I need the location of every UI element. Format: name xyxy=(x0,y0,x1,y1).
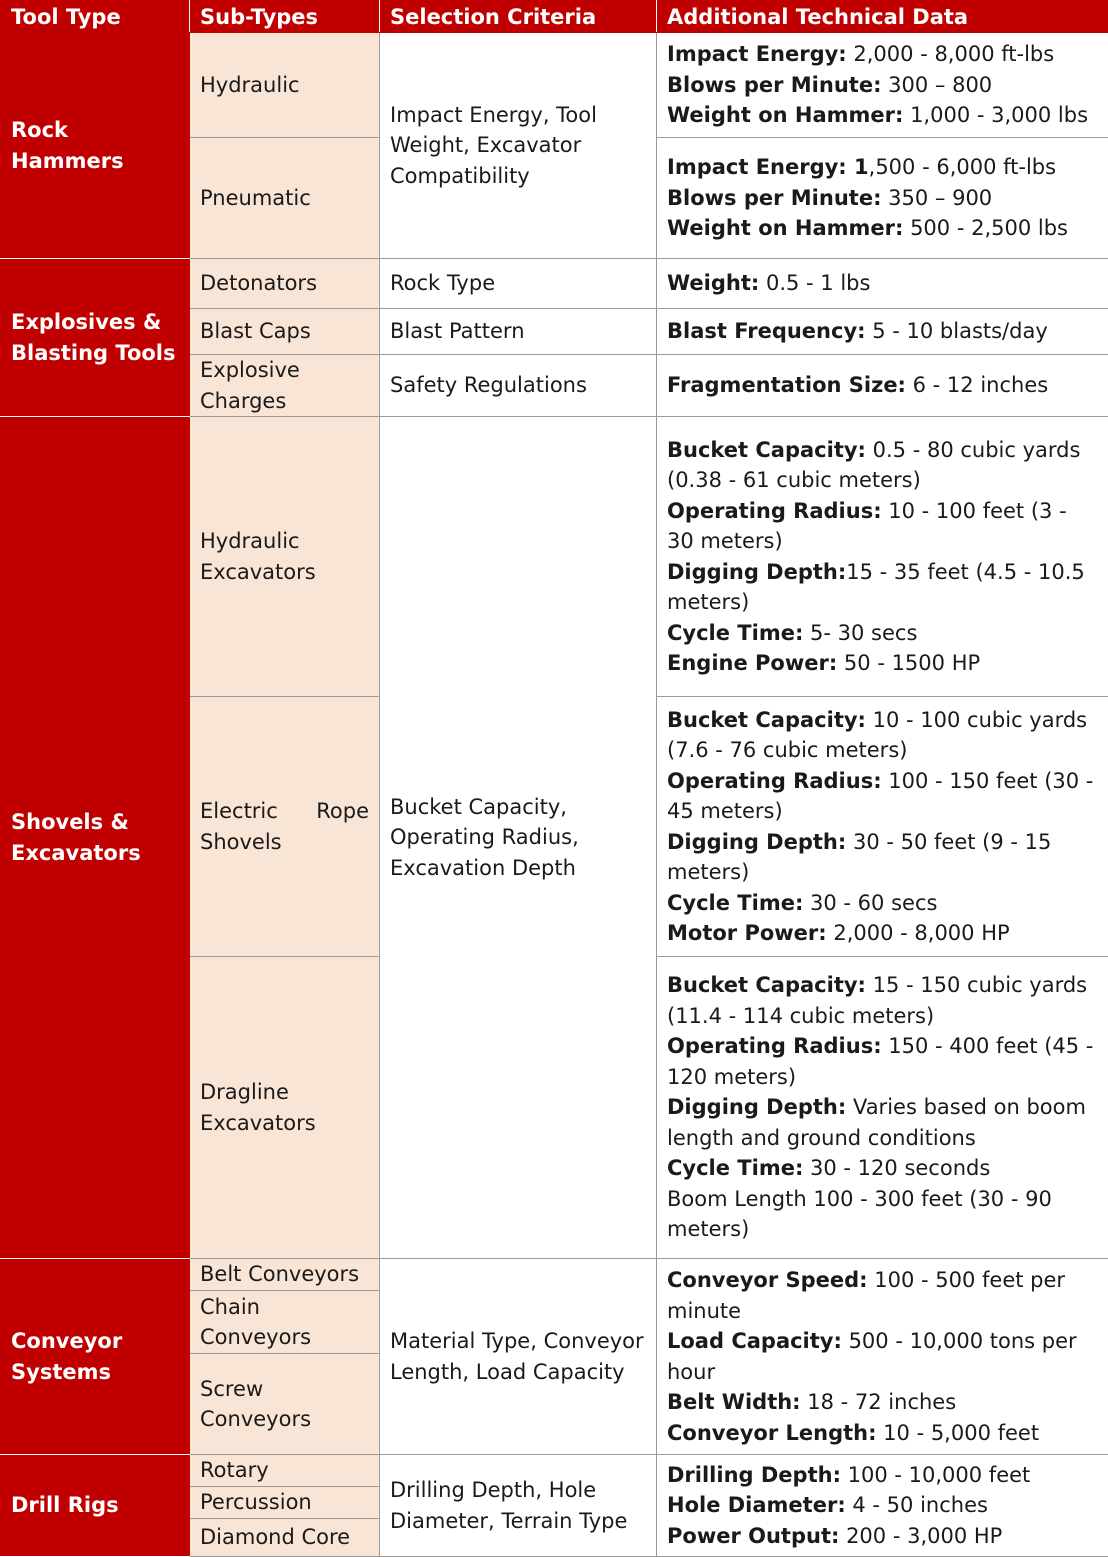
tech-label: Conveyor Length: xyxy=(667,1421,877,1445)
tech-line xyxy=(667,557,1098,618)
tech-value: 0.5 - 80 cubic yards (0.38 - 61 cubic meters) xyxy=(667,438,1080,493)
sub-type-cell: Dragline Excavators xyxy=(190,957,380,1259)
tech-line xyxy=(667,39,1098,70)
tech-line xyxy=(667,1521,1098,1552)
header-technical-data: Additional Technical Data xyxy=(657,1,1108,33)
sub-type-cell: Chain Conveyors xyxy=(190,1291,380,1354)
criteria-cell: Rock Type xyxy=(380,259,657,309)
tech-value: 30 - 120 seconds xyxy=(803,1156,990,1180)
tech-value: 30 - 60 secs xyxy=(803,891,937,915)
tech-line xyxy=(667,1092,1098,1153)
tech-line xyxy=(667,705,1098,766)
tech-label: Digging Depth: xyxy=(667,830,846,854)
tech-value: 30 - 50 feet (9 - 15 meters) xyxy=(667,830,1051,885)
tech-label: Conveyor Speed: xyxy=(667,1268,868,1292)
sub-type-cell: Diamond Core xyxy=(190,1519,380,1557)
tech-data-cell xyxy=(657,1455,1108,1557)
sub-type-cell: Electric Rope Shovels xyxy=(190,697,380,957)
tool-type-cell: Rock Hammers xyxy=(1,33,190,259)
tech-label: Motor Power: xyxy=(667,921,827,945)
tech-value: Boom Length 100 - 300 feet (30 - 90 meters) xyxy=(667,1187,1052,1242)
header-selection-criteria: Selection Criteria xyxy=(380,1,657,33)
tech-line xyxy=(667,1490,1098,1521)
table-row xyxy=(1,33,1108,138)
tech-label: Bucket Capacity: xyxy=(667,438,866,462)
criteria-cell: Drilling Depth, Hole Diameter, Terrain Type xyxy=(380,1455,657,1557)
tech-value: 1,000 - 3,000 lbs xyxy=(903,103,1088,127)
tech-value: 150 - 400 feet (45 - 120 meters) xyxy=(667,1034,1093,1089)
tech-value: 5 - 10 blasts/day xyxy=(866,319,1048,343)
tech-line xyxy=(667,1031,1098,1092)
criteria-cell: Impact Energy, Tool Weight, Excavator Compatibility xyxy=(380,33,657,259)
tech-line xyxy=(667,888,1098,919)
tech-line xyxy=(667,70,1098,101)
tech-label: Blast Frequency: xyxy=(667,319,866,343)
tech-line xyxy=(667,152,1098,183)
tech-label: Bucket Capacity: xyxy=(667,973,866,997)
tech-value: 10 - 5,000 feet xyxy=(877,1421,1040,1445)
tech-label: Cycle Time: xyxy=(667,1156,803,1180)
sub-type-cell: Hydraulic xyxy=(190,33,380,138)
tech-value: 2,000 - 8,000 HP xyxy=(827,921,1010,945)
tech-data-cell xyxy=(657,355,1108,417)
tech-value: 100 - 500 feet per minute xyxy=(667,1268,1065,1323)
sub-type-cell: Blast Caps xyxy=(190,309,380,355)
tech-value: 18 - 72 inches xyxy=(801,1390,957,1414)
tech-data-cell xyxy=(657,1259,1108,1455)
tech-line xyxy=(667,1265,1098,1326)
tech-label: Cycle Time: xyxy=(667,891,803,915)
tech-label: Weight on Hammer: xyxy=(667,103,903,127)
tech-label: Operating Radius: xyxy=(667,1034,882,1058)
tech-line xyxy=(667,766,1098,827)
tool-type-cell: Drill Rigs xyxy=(1,1455,190,1557)
tech-label: Impact Energy: 1 xyxy=(667,155,869,179)
tech-label: Weight on Hammer: xyxy=(667,216,903,240)
tech-label: Cycle Time: xyxy=(667,621,803,645)
table-row xyxy=(1,259,1108,309)
tech-value: 10 - 100 cubic yards (7.6 - 76 cubic meters) xyxy=(667,708,1087,763)
tech-line xyxy=(667,1153,1098,1184)
tech-line xyxy=(667,183,1098,214)
tech-label: Operating Radius: xyxy=(667,499,882,523)
tool-type-cell: Explosives & Blasting Tools xyxy=(1,259,190,417)
tech-line xyxy=(667,1418,1098,1449)
tech-value: 5- 30 secs xyxy=(803,621,917,645)
sub-type-cell: Belt Conveyors xyxy=(190,1259,380,1291)
tech-line xyxy=(667,213,1098,244)
tech-data-cell xyxy=(657,697,1108,957)
tool-type-cell: Shovels & Excavators xyxy=(1,417,190,1259)
tech-line xyxy=(667,918,1098,949)
tech-line xyxy=(667,827,1098,888)
sub-type-cell: Rotary xyxy=(190,1455,380,1487)
tech-value: 350 – 900 xyxy=(881,186,992,210)
tech-line xyxy=(667,618,1098,649)
table-row xyxy=(1,1259,1108,1291)
header-sub-types: Sub-Types xyxy=(190,1,380,33)
tech-value: 500 - 2,500 lbs xyxy=(903,216,1068,240)
tech-label: Engine Power: xyxy=(667,651,837,675)
sub-type-cell: Explosive Charges xyxy=(190,355,380,417)
tech-value: 100 - 150 feet (30 - 45 meters) xyxy=(667,769,1093,824)
tech-value: 300 – 800 xyxy=(881,73,992,97)
tech-value: 0.5 - 1 lbs xyxy=(759,271,870,295)
tech-value: 50 - 1500 HP xyxy=(837,651,980,675)
header-row xyxy=(1,1,1108,33)
tech-label: Digging Depth: xyxy=(667,560,846,584)
sub-type-cell: Pneumatic xyxy=(190,138,380,259)
tech-line xyxy=(667,1184,1098,1245)
tech-data-cell xyxy=(657,417,1108,697)
sub-type-cell: Detonators xyxy=(190,259,380,309)
tech-label: Blows per Minute: xyxy=(667,73,881,97)
tech-line xyxy=(667,435,1098,496)
tech-line xyxy=(667,100,1098,131)
tech-label: Weight: xyxy=(667,271,759,295)
tech-value: Varies based on boom length and ground conditions xyxy=(667,1095,1086,1150)
tool-type-cell: Conveyor Systems xyxy=(1,1259,190,1455)
sub-type-cell: Screw Conveyors xyxy=(190,1354,380,1455)
criteria-cell: Blast Pattern xyxy=(380,309,657,355)
tech-value: 10 - 100 feet (3 - 30 meters) xyxy=(667,499,1067,554)
tech-value: 6 - 12 inches xyxy=(906,373,1048,397)
tech-value: 200 - 3,000 HP xyxy=(839,1524,1002,1548)
sub-type-cell: Hydraulic Excavators xyxy=(190,417,380,697)
tech-label: Bucket Capacity: xyxy=(667,708,866,732)
tech-label: Load Capacity: xyxy=(667,1329,842,1353)
tech-label: Fragmentation Size: xyxy=(667,373,906,397)
sub-type-cell: Percussion xyxy=(190,1487,380,1519)
tech-value: 2,000 - 8,000 ft-lbs xyxy=(847,42,1054,66)
header-tool-type: Tool Type xyxy=(1,1,190,33)
tech-data-cell xyxy=(657,309,1108,355)
tech-line xyxy=(667,648,1098,679)
table-row xyxy=(1,417,1108,697)
tech-line xyxy=(667,496,1098,557)
tech-value: 15 - 150 cubic yards (11.4 - 114 cubic meters) xyxy=(667,973,1087,1028)
tech-data-cell xyxy=(657,957,1108,1259)
tech-label: Impact Energy: xyxy=(667,42,847,66)
tech-label: Digging Depth: xyxy=(667,1095,846,1119)
criteria-cell: Material Type, Conveyor Length, Load Capacity xyxy=(380,1259,657,1455)
tech-line xyxy=(667,1387,1098,1418)
tech-label: Power Output: xyxy=(667,1524,839,1548)
tech-data-cell xyxy=(657,138,1108,259)
tech-value: 4 - 50 inches xyxy=(846,1493,988,1517)
tech-data-cell xyxy=(657,259,1108,309)
tech-value: 500 - 10,000 tons per hour xyxy=(667,1329,1077,1384)
tech-value: 100 - 10,000 feet xyxy=(841,1463,1030,1487)
tech-line xyxy=(667,1326,1098,1387)
tech-line xyxy=(667,970,1098,1031)
criteria-cell: Bucket Capacity, Operating Radius, Excavation Depth xyxy=(380,417,657,1259)
tech-label: Hole Diameter: xyxy=(667,1493,846,1517)
tech-data-cell xyxy=(657,33,1108,138)
tech-line xyxy=(667,1460,1098,1491)
tech-label: Operating Radius: xyxy=(667,769,882,793)
criteria-cell: Safety Regulations xyxy=(380,355,657,417)
tech-value: 15 - 35 feet (4.5 - 10.5 meters) xyxy=(667,560,1085,615)
tech-label: Drilling Depth: xyxy=(667,1463,841,1487)
table-row xyxy=(1,1455,1108,1487)
tech-label: Blows per Minute: xyxy=(667,186,881,210)
tech-label: Belt Width: xyxy=(667,1390,801,1414)
tech-value: ,500 - 6,000 ft-lbs xyxy=(869,155,1056,179)
